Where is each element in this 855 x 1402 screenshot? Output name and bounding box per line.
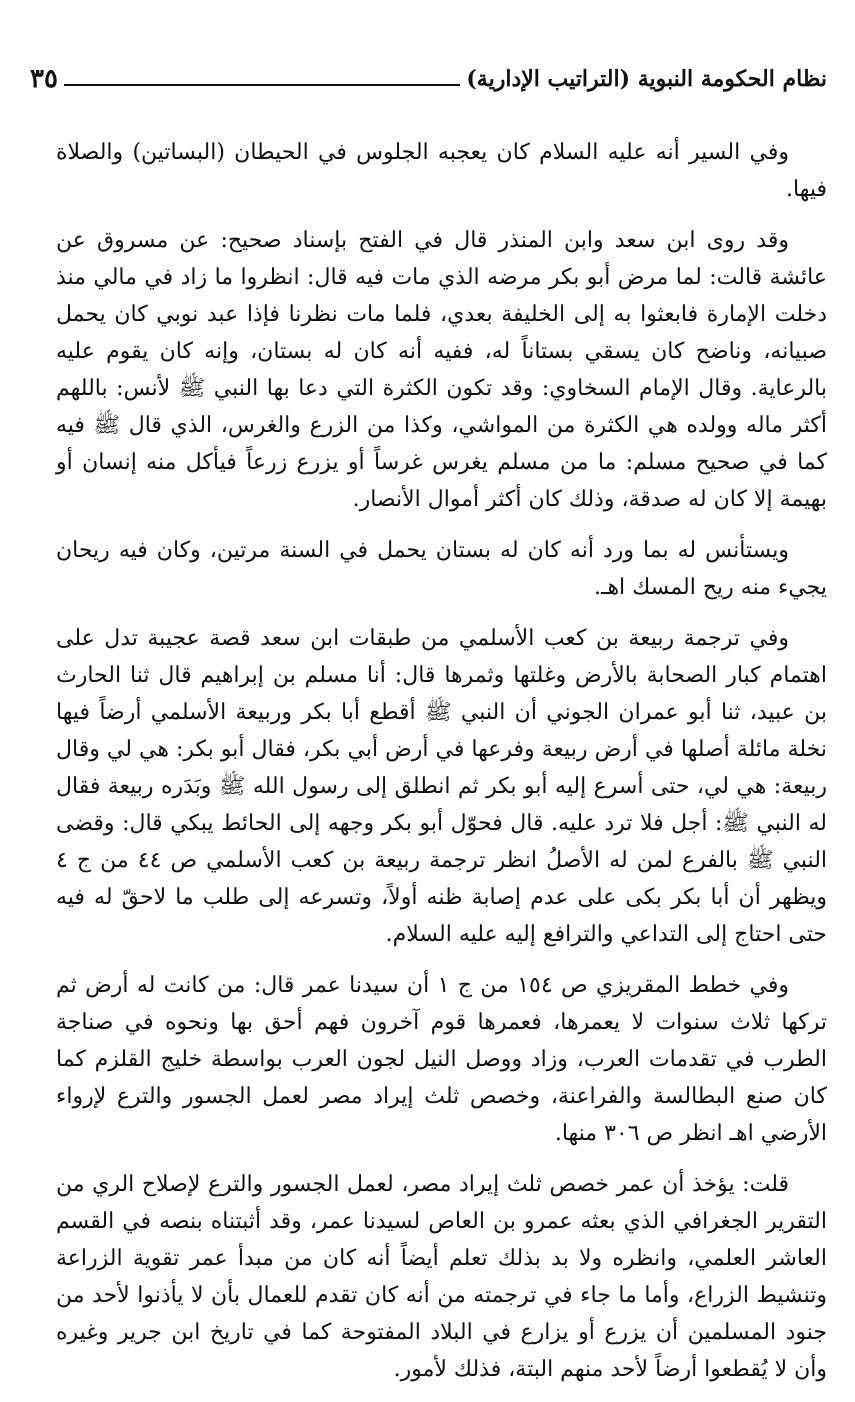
page-number: ٣٥ (30, 64, 58, 94)
page-body (56, 134, 827, 1402)
paragraph-rabia-story: وفي ترجمة ربيعة بن كعب الأسلمي من طبقات ابن سعد قصة عجيبة تدل على اهتمام كبار الصحابة بالأرض وغلتها وثمرها قال: أنا مسلم بن إبراهيم قال ثنا الحارث بن عبيد، ثنا أبو عمران الجوني أن النبي ﷺ أقطع أبا بكر وربيعة الأسلمي أرضاً فيها نخلة مائلة أصلها في أرض ربيعة وفرعها في أرض أبي بكر، فقال أبو بكر: هي لي وقال ربيعة: هي لي، حتى أسرع إليه أبو بكر ثم انطلق إلى رسول الله ﷺ وبَدَره ربيعة فقال له النبي ﷺ: أجل فلا ترد عليه. قال فحوّل أبو بكر وجهه إلى الحائط يبكي قال: وقضى النبي ﷺ بالفرع لمن له الأصلُ انظر ترجمة ربيعة بن كعب الأسلمي ص ٤٤ من ج ٤ ويظهر أن أبا بكر بكى على عدم إصابة ظنه أولاً، وتسرعه إلى طلب ما لاحقّ له فيه حتى احتاج إلى التداعي والترافع إليه عليه السلام. (56, 626, 828, 947)
paragraph-musk-garden: ويستأنس له بما ورد أنه كان له بستان يحمل في السنة مرتين، وكان فيه ريحان يجيء منه ريح المسك اهـ. (56, 538, 827, 600)
paragraph-maqrizi: وفي خطط المقريزي ص ١٥٤ من ج ١ أن سيدنا عمر قال: من كانت له أرض ثم تركها ثلاث سنوات لا يعمرها، فعمرها قوم آخرون فهم أحق بها ونحوه في صناجة الطرب في تقدمات العرب، وزاد ووصل النيل لجون العرب بواسطة خليج القلزم كما كان صنع البطالسة والفراعنة، وخصص ثلث إيراد مصر لعمل الجسور والترع لإرواء الأرضي اهـ انظر ص ٣٠٦ منها. (56, 973, 827, 1146)
page-header (30, 54, 827, 94)
paragraph-author-note: قلت: يؤخذ أن عمر خصص ثلث إيراد مصر، لعمل الجسور والترع لإصلاح الري من التقرير الجغرافي الذي بعثه عمرو بن العاص لسيدنا عمر، وقد أثبتناه بنصه في القسم العاشر العلمي، وانظره ولا بد بذلك تعلم أيضاً أنه كان من مبدأ عمر تقوية الزراعة وتنشيط الزراع، وأما ما جاء في ترجمته من أنه كان تقدم للعمال بأن لا يأذنوا لأحد من جنود المسلمين أن يزرع أو يزارع في البلاد المفتوحة كما في تاريخ ابن جرير وغيره وأن لا يُقطعوا أرضاً لأحد منهم البتة، فذلك لأمور. (56, 1172, 827, 1382)
header-rule (64, 84, 460, 86)
paragraph-gardens: وفي السير أنه عليه السلام كان يعجبه الجلوس في الحيطان (البساتين) والصلاة فيها. (56, 140, 827, 202)
running-title: نظام الحكومة النبوية (التراتيب الإدارية) (466, 66, 827, 92)
paragraph-abu-bakr-garden: وقد روى ابن سعد وابن المنذر قال في الفتح بإسناد صحيح: عن مسروق عن عائشة قالت: لما مرض أبو بكر مرضه الذي مات فيه قال: انظروا ما زاد في مالي منذ دخلت الإمارة فابعثوا به إلى الخليفة بعدي، فلما مات نظرنا فإذا عبد نوبي كان يحمل صبيانه، وناضح كان يسقي بستاناً له، ففيه أنه كان له بستان، وإنه كان يقوم عليه بالرعاية. وقال الإمام السخاوي: وقد تكون الكثرة التي دعا بها النبي ﷺ لأنس: باللهم أكثر ماله وولده هي الكثرة من المواشي، وكذا من الزرع والغرس، الذي قال ﷺ فيه كما في صحيح مسلم: ما من مسلم يغرس غرساً أو يزرع زرعاً فيأكل منه إنسان أو بهيمة إلا كان له صدقة، وذلك كان أكثر أموال الأنصار. (56, 228, 827, 512)
